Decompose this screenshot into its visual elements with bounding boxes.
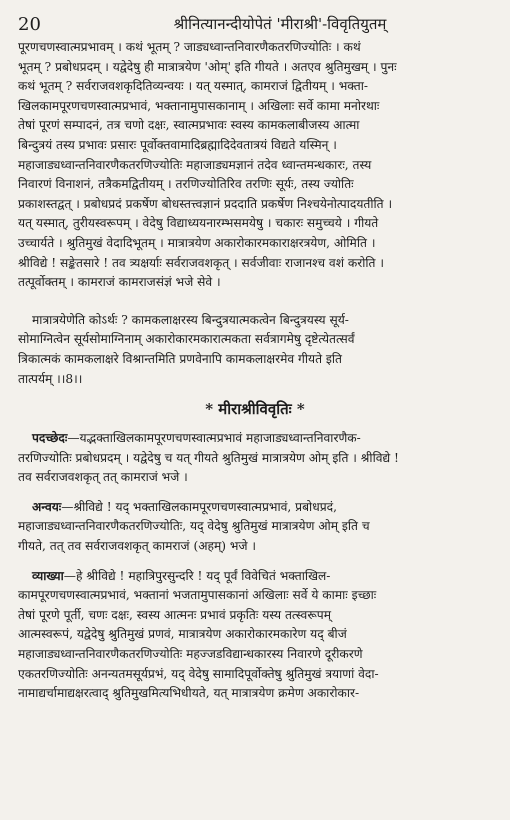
text-line: उच्चार्यते । श्रुतिमुखं वेदादिभूतम् । मात्रात्रयेण अकारोकारमकाराक्षरत्रयेण, ओमिति । (18, 235, 376, 250)
text-line: पूरणचणस्वात्मप्रभावम् । कथं भूतम् ? जाड्यध्वान्तनिवारणैकतरणिज्योतिः । कथं (18, 40, 361, 54)
padaccheda-block (18, 429, 492, 488)
text-line: तात्पर्यम् ।।8।। (18, 371, 83, 386)
text-span: —हे श्रीविद्ये ! महात्रिपुरसुन्दरि ! यद् पूर्वं विवेचितं भक्ताखिल- (63, 568, 331, 583)
text-line: तव सर्वराजवशकृत् तत् कामराजं भजे । (18, 470, 188, 485)
text-line: महाजाड्यध्वान्तनिवारणैकतरणिज्योतिः, यद् वेदेषु श्रुतिमुखं मात्रात्रयेण ओम् इति च (18, 519, 370, 534)
anvaya-block (18, 498, 492, 557)
padaccheda-label: पदच्छेदः (32, 431, 68, 446)
text-line (18, 567, 492, 587)
text-line: महाजाड्यध्वान्तनिवारणैकतरणिज्योतिः महाजाड्यमज्ञानं तदेव ध्वान्तमन्धकारः, तस्य (18, 157, 372, 172)
text-line: श्रीविद्ये ! सङ्केतसारे ! तव त्र्यक्षर्याः सर्वराजवशकृत् । सर्वजीवाः राजानश्च वशं करोति । (18, 255, 384, 270)
text-line: खिलकामपूरणचणस्वात्मप्रभावं, भक्तानामुपासकानाम् । अखिलाः सर्वे कामा मनोरथाः (18, 98, 380, 113)
page-number: 20 (18, 14, 41, 35)
text-line: प्रकाशस्तद्वत् । प्रबोधप्रदं प्रकर्षेण बोधस्तत्त्वज्ञानं प्रददाति प्रकर्षेण निश्चयेनोत्पादयतीति । (18, 196, 393, 211)
question-answer (18, 311, 492, 389)
text-line: यत् यस्मात्, तुरीयस्वरूपम् । वेदेषु विद्याध्ययनारम्भसमयेषु । चकारः समुच्चये । गीयते (18, 216, 379, 231)
text-line: तरणिज्योतिः प्रबोधप्रदम् । यद्वेदेषु च यत् गीयते श्रुतिमुखं मात्रात्रयेण ओम् इति । श्रीविद्ये ! (18, 450, 399, 465)
text-span: —यद्भक्ताखिलकामपूरणचणस्वात्मप्रभावं महाजाड्यध्वान्तनिवारणैक- (67, 431, 361, 446)
text-line: बिन्दुत्रयं तस्य प्रभावः प्रसारः पूर्वोक्तवामादिब्रह्मादिदेवतात्रयं विद्यते यस्मिन् । (18, 137, 337, 152)
text-line: नामाद्यर्चामाद्यक्षरत्वाद् श्रुतिमुखमित्यभिधीयते, यत् मात्रात्रयेण क्रमेण अकारोकार- (18, 686, 360, 701)
verse-commentary (18, 38, 492, 293)
text-line: कामपूरणचणस्वात्मप्रभावं, भक्तानां भजतामुपासकानां अखिलाः सर्वे ये कामाः इच्छाः (18, 588, 377, 603)
section-heading: * मीराश्रीविवृतिः * (205, 400, 305, 419)
text-span: —श्रीविद्ये ! यद् भक्ताखिलकामपूरणचणस्वात्मप्रभावं, प्रबोधप्रदं, (61, 499, 337, 514)
anvaya-label: अन्वयः (32, 499, 62, 514)
text-line: आत्मस्वरूपं, यद्वेदेषु श्रुतिमुखं प्रणवं, मात्रात्रयेण अकारोकारमकारेण यद् बीजं (18, 627, 347, 642)
text-line: मात्रात्रयेणेति कोऽर्थः ? कामकलाक्षरस्य बिन्दुत्रयात्मकत्वेन बिन्दुत्रयस्य सूर्य- (32, 312, 349, 327)
running-title: श्रीनित्यानन्दीयोपेतं 'मीराश्री'-विवृतियुतम् (173, 15, 387, 33)
text-line: कथं भूतम् ? सर्वराजवशकृदितिव्यन्वयः । यत् यस्मात्, कामराजं द्वितीयम् । भक्ता- (18, 79, 369, 94)
page-header (18, 8, 492, 38)
text-line (18, 498, 492, 518)
vyakhya-block (18, 567, 492, 704)
text-line: तेषां पूरणं सम्पादनं, तत्र चणो दक्षः, स्वात्मप्रभावः स्वस्य कामकलाबीजस्य आत्मा (18, 118, 360, 133)
text-line (18, 429, 492, 449)
text-line: भूतम् ? प्रबोधप्रदम् । यद्वेदेषु ही मात्रात्रयेण 'ओम्' इति गीयते । अतएव श्रुतिमुखम् । पुनः (18, 59, 397, 74)
text-line: सोमाग्नित्वेन सूर्यसोमाग्निनाम् अकारोकारमकारात्मकता सर्वत्रागमेषु दृष्टेत्येतत्सर्वं (18, 332, 355, 347)
text-line: तत्पूर्वोक्तम् । कामराजं कामराजसंज्ञं भजे सेवे । (18, 275, 221, 290)
paragraph-gap (18, 293, 492, 311)
paragraph-gap (18, 488, 492, 498)
text-line: महाजाड्यध्वान्तनिवारणैकतरणिज्योतिः महज्जडविद्यान्धकारस्य निवारणे दूरीकरणे (18, 647, 363, 662)
text-line: गीयते, तत् तव सर्वराजवशकृत् कामराजं (अहम्) भजे । (18, 539, 257, 554)
text-line: त्रिकात्मकं कामकलाक्षरे विश्रान्तमिति प्रणवेनापि कामकलाक्षरमेव गीयते इति (18, 351, 343, 366)
text-line: तेषां पूरणे पूर्ती, चणः दक्षः, स्वस्य आत्मनः प्रभावं प्रकृतिः यस्य तत्स्वरूपम् (18, 607, 332, 622)
text-line: निवारणं विनाशनं, तत्रैकमद्वितीयम् । तरणिज्योतिरिव तरणिः सूर्यः, तस्य ज्योतिः (18, 177, 354, 192)
text-line: एकतरणिज्योतिः अनन्यतमसूर्यप्रभं, यद् वेदेषु सामादिपूर्वोक्तेषु श्रुतिमुखं त्रयाणां वेदा- (18, 666, 379, 681)
paragraph-gap (18, 557, 492, 567)
vyakhya-label: व्याख्या (32, 568, 64, 583)
